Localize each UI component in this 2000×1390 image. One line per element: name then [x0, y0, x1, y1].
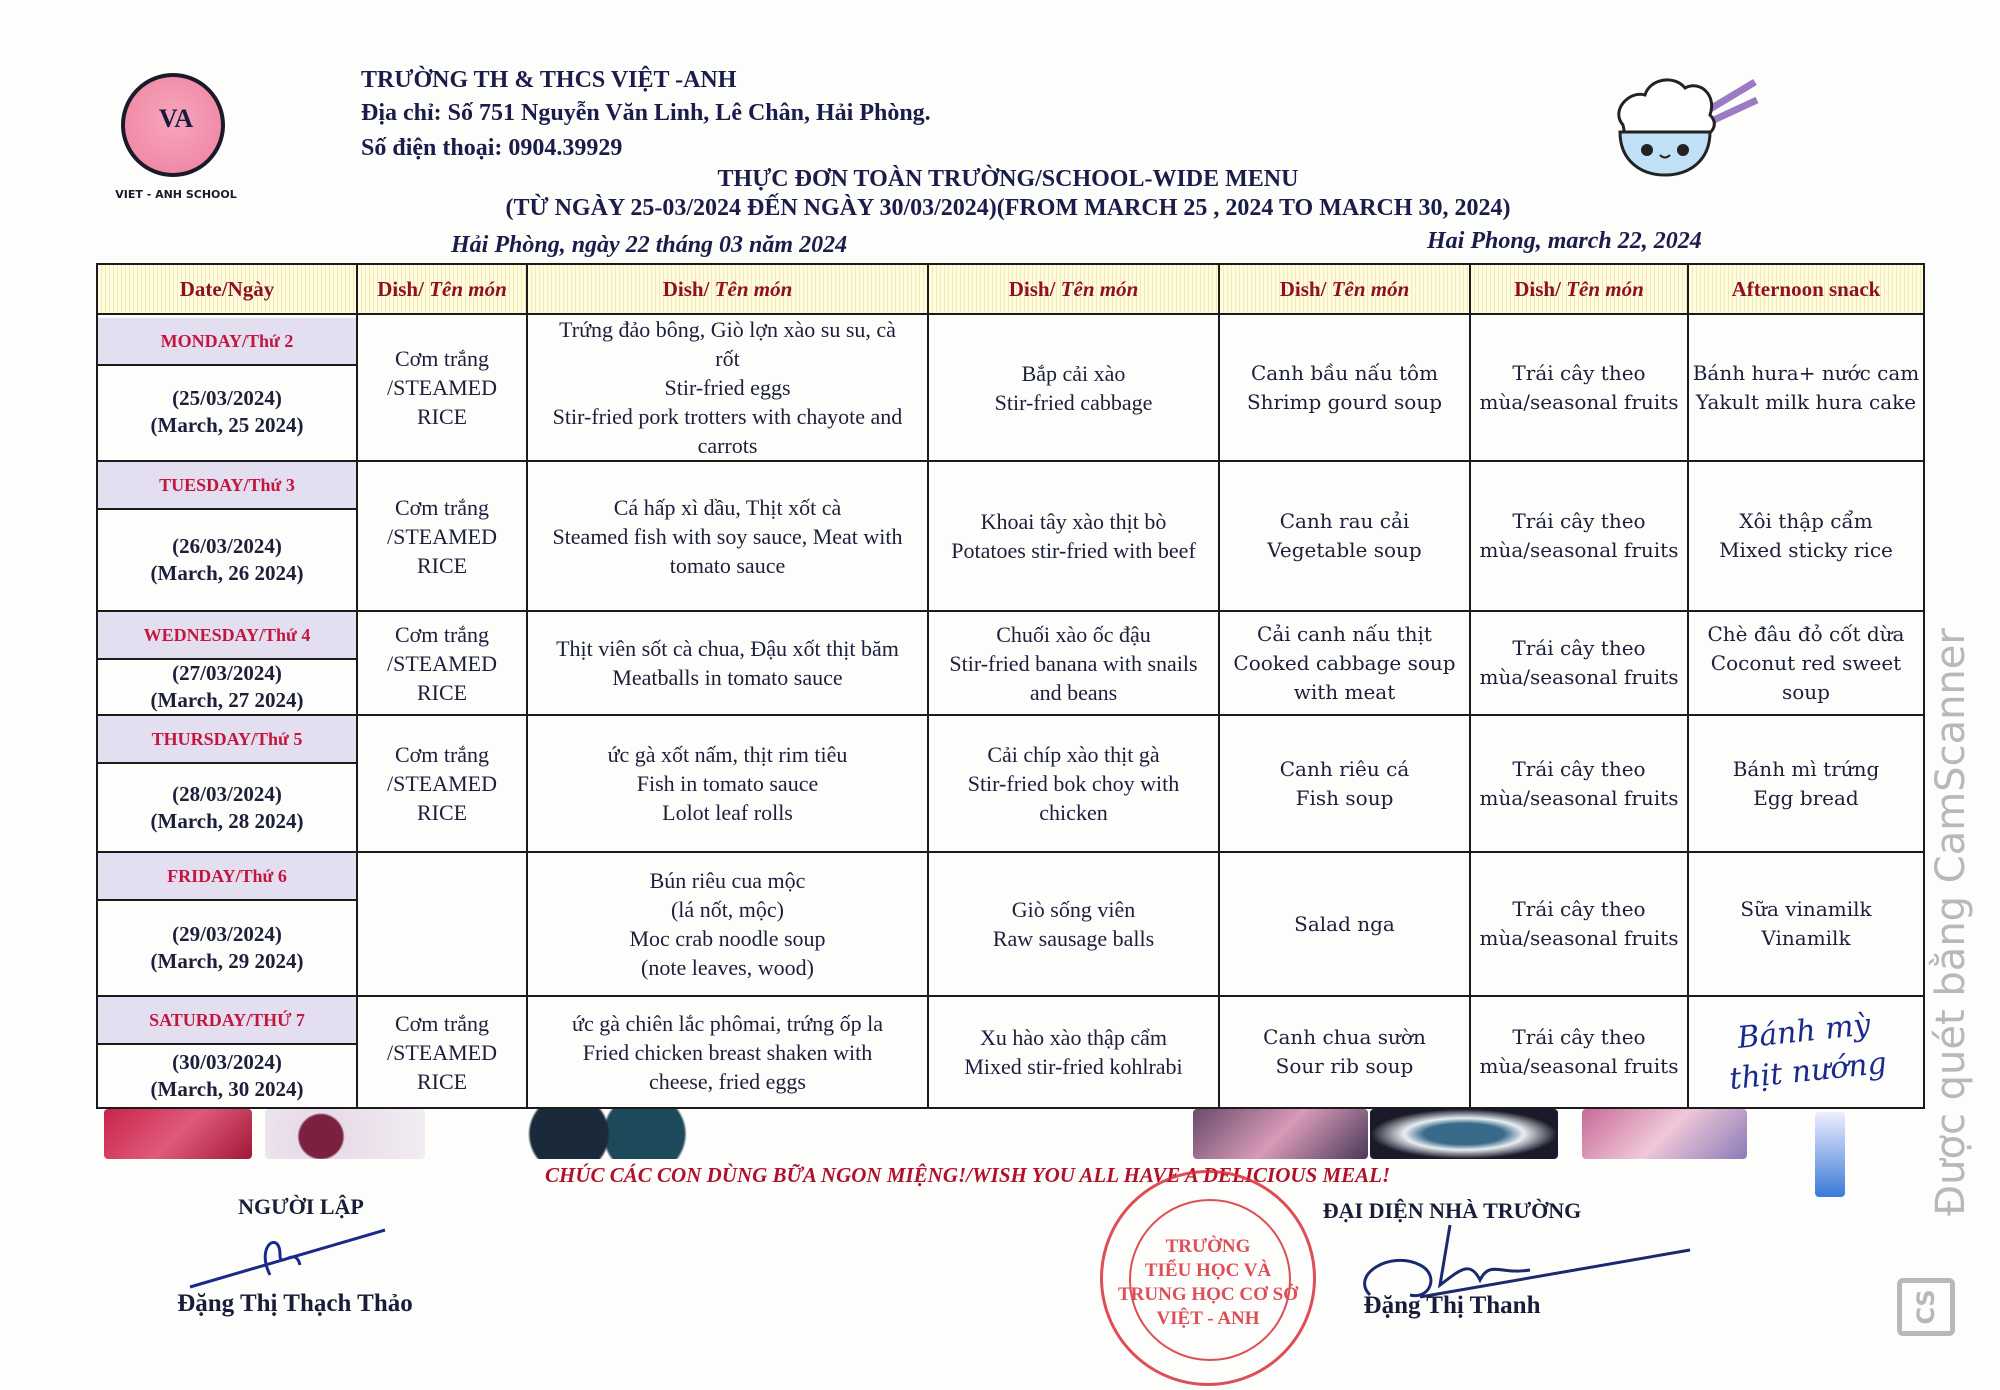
cell-text [1471, 755, 1687, 813]
table-row [97, 852, 1924, 996]
cell-line: mùa/seasonal fruits [1479, 538, 1679, 562]
cell-line: Fish in tomato sauce [636, 771, 819, 796]
cell-line: Shrimp gourd soup [1246, 389, 1443, 414]
cell-line: cheese, fried eggs [649, 1068, 806, 1094]
date-line: (March, 29 2024) [150, 949, 304, 973]
day-cell [97, 852, 357, 996]
header-vi: Tên món [714, 276, 793, 301]
cell-line: Trái cây theo [1512, 360, 1646, 385]
cell-line: Mixed sticky rice [1719, 538, 1893, 562]
cell-text [528, 634, 927, 692]
date-line: (27/03/2024) [172, 661, 282, 685]
menu-cell [928, 611, 1219, 715]
menu-cell [928, 852, 1219, 996]
header-en: Date/Ngày [179, 276, 275, 301]
cell-text [358, 740, 526, 827]
menu-cell [1688, 852, 1924, 996]
menu-cell [357, 314, 527, 461]
cell-text [929, 507, 1218, 565]
camscanner-badge: CS [1897, 1278, 1955, 1336]
cell-line: RICE [416, 552, 468, 578]
cell-text [528, 1009, 927, 1096]
cell-line: Fish soup [1295, 785, 1394, 810]
cell-line: Sữa vinamilk [1740, 897, 1872, 921]
school-name: TRƯỜNG TH & THCS VIỆT -ANH [361, 67, 737, 93]
column-header [97, 264, 357, 314]
menu-cell [1470, 852, 1688, 996]
cell-line: Bắp cải xào [1021, 360, 1126, 386]
menu-cell [928, 715, 1219, 852]
cell-line: /STEAMED [387, 771, 497, 796]
cell-line: Canh riêu cá [1279, 756, 1410, 781]
cell-text [1220, 1023, 1469, 1081]
cell-line: soup [1782, 679, 1830, 704]
cell-line: Thịt viên sốt cà chua, Đậu xốt thịt băm [556, 636, 899, 661]
cell-line: Sour rib soup [1275, 1054, 1414, 1078]
cell-text [528, 315, 927, 460]
logo-caption: VIET - ANH SCHOOL [115, 188, 237, 201]
watermelon-photo [515, 1109, 695, 1159]
slogan: CHÚC CÁC CON DÙNG BỮA NGON MIỆNG!/WISH YOU ALL HAVE A DELICIOUS MEAL! [545, 1163, 1391, 1187]
menu-cell [928, 461, 1219, 611]
cell-line: Potatoes stir-fried with beef [951, 538, 1196, 563]
cell-text [1220, 359, 1469, 417]
school-phone: Số điện thoại: 0904.39929 [361, 135, 623, 161]
cell-line: Meatballs in tomato sauce [612, 665, 843, 690]
cell-text [528, 493, 927, 580]
cell-line: mùa/seasonal fruits [1479, 1054, 1679, 1078]
cell-line: Canh bầu nấu tôm [1250, 360, 1439, 385]
date-line: (March, 25 2024) [150, 412, 304, 437]
header-vi: Tên món [1060, 276, 1139, 301]
menu-cell [1470, 715, 1688, 852]
cell-line: RICE [416, 1068, 468, 1094]
cell-line: Bánh mỳ [1735, 1007, 1873, 1056]
cell-line: Khoai tây xào thịt bò [980, 509, 1167, 534]
table-header-row [97, 264, 1924, 314]
cell-line: Cơm trắng [394, 346, 490, 371]
principal-title: ĐẠI DIỆN NHÀ TRƯỜNG [1322, 1198, 1582, 1223]
cell-line: Stir-fried banana with snails [949, 650, 1198, 676]
menu-cell [357, 461, 527, 611]
stamp-line: VIỆT - ANH [1156, 1308, 1260, 1329]
menu-cell [1470, 996, 1688, 1108]
day-date [98, 660, 356, 714]
menu-cell [1219, 996, 1470, 1108]
menu-cell [1688, 314, 1924, 461]
cell-text [1689, 507, 1923, 565]
preparer-signature [185, 1225, 405, 1295]
cell-line: Moc crab noodle soup [629, 926, 826, 951]
cell-text [929, 359, 1218, 417]
cell-line: thịt nướng [1727, 1045, 1889, 1098]
cell-line: Fried chicken breast shaken with [582, 1039, 873, 1065]
day-cell [97, 611, 357, 715]
menu-cell [527, 461, 928, 611]
cell-line: chicken [1039, 800, 1108, 825]
menu-cell [1470, 314, 1688, 461]
menu-table [96, 263, 1925, 1109]
cell-line: mùa/seasonal fruits [1479, 665, 1679, 689]
principal-name: Đặng Thị Thanh [1363, 1292, 1541, 1319]
cell-line: Vegetable soup [1267, 538, 1422, 562]
table-row [97, 715, 1924, 852]
date-vi: Hải Phòng, ngày 22 tháng 03 năm 2024 [451, 232, 848, 258]
day-cell [97, 996, 357, 1108]
cell-line: /STEAMED [387, 523, 497, 549]
cell-line: RICE [416, 679, 468, 705]
column-header [357, 264, 527, 314]
cell-text [1220, 620, 1469, 707]
handwritten-note [1685, 1000, 1926, 1104]
cell-text [1689, 755, 1923, 813]
cell-text [358, 1009, 526, 1096]
date-line: (29/03/2024) [172, 922, 282, 946]
cell-text [1220, 910, 1469, 939]
cell-line: Lolot leaf rolls [662, 800, 793, 825]
table-row [97, 996, 1924, 1108]
cell-line: ức gà xốt nấm, thịt rim tiêu [607, 742, 848, 767]
cell-line: ức gà chiên lắc phômai, trứng ốp la [572, 1010, 883, 1036]
menu-cell [1219, 715, 1470, 852]
day-date [98, 1045, 356, 1107]
header-vi: Tên món [1331, 276, 1410, 301]
menu-cell [527, 611, 928, 715]
cell-text [358, 344, 526, 431]
cell-line: Canh chua sườn [1263, 1025, 1426, 1049]
menu-cell [1688, 461, 1924, 611]
cell-text [1471, 1023, 1687, 1081]
cell-line: Chè đâu đỏ cốt dừa [1707, 621, 1905, 646]
day-cell [97, 461, 357, 611]
preparer-name: Đặng Thị Thạch Thảo [177, 1290, 413, 1317]
cell-line: Xu hào xào thập cẩm [980, 1025, 1167, 1050]
cell-line: with meat [1293, 679, 1396, 704]
cell-line: Canh rau cải [1279, 509, 1410, 533]
cell-text [358, 620, 526, 707]
cell-line: Trái cây theo [1512, 509, 1646, 533]
cell-line: Mixed stir-fried kohlrabi [964, 1054, 1183, 1079]
menu-cell [1219, 852, 1470, 996]
menu-cell [1470, 461, 1688, 611]
cell-line: (note leaves, wood) [641, 955, 814, 980]
cell-line: RICE [416, 404, 468, 429]
header-vi: Tên món [429, 276, 507, 301]
cell-line: mùa/seasonal fruits [1479, 389, 1679, 414]
cell-line: Cải canh nấu thịt [1257, 621, 1432, 646]
day-label: TUESDAY/Thứ 3 [98, 462, 356, 510]
menu-cell [527, 715, 928, 852]
date-line: (25/03/2024) [172, 385, 282, 410]
cell-line: mùa/seasonal fruits [1479, 785, 1679, 810]
cell-line: Stir-fried cabbage [994, 389, 1153, 415]
cell-line: (lá nốt, mộc) [670, 897, 785, 922]
cell-line: Raw sausage balls [992, 926, 1155, 951]
cell-line: Bánh mì trứng [1732, 756, 1880, 781]
menu-cell [1688, 611, 1924, 715]
menu-cell [527, 852, 928, 996]
cell-line: Cơm trắng [394, 742, 490, 767]
menu-cell [1688, 715, 1924, 852]
date-line: (26/03/2024) [172, 534, 282, 558]
cell-line: /STEAMED [387, 650, 497, 676]
cell-text [1471, 359, 1687, 417]
cell-line: Steamed fish with soy sauce, Meat with [552, 523, 903, 549]
day-label: MONDAY/Thứ 2 [98, 318, 356, 366]
header-en: Dish/ [662, 276, 715, 301]
cell-line: Salad nga [1294, 911, 1395, 936]
cell-line: Stir-fried pork trotters with chayote and [552, 404, 903, 429]
day-date [98, 366, 356, 457]
column-header [1219, 264, 1470, 314]
cell-line: Trái cây theo [1512, 756, 1646, 781]
cell-line: mùa/seasonal fruits [1479, 926, 1679, 950]
cell-text [1689, 359, 1923, 417]
stamp-line: TIỂU HỌC VÀ [1144, 1260, 1272, 1281]
header-en: Afternoon snack [1731, 276, 1881, 301]
cell-line: RICE [416, 800, 468, 825]
column-header [1470, 264, 1688, 314]
header-en: Dish/ [1279, 276, 1332, 301]
menu-cell [1219, 461, 1470, 611]
cell-text [1689, 620, 1923, 707]
cell-line: Cơm trắng [394, 621, 490, 647]
stamp-line: TRUNG HỌC CƠ SỞ [1118, 1284, 1298, 1305]
day-label: FRIDAY/Thứ 6 [98, 853, 356, 901]
cell-line: Egg bread [1753, 785, 1859, 810]
day-label: SATURDAY/THỨ 7 [98, 997, 356, 1045]
menu-cell [1470, 611, 1688, 715]
day-cell [97, 314, 357, 461]
header-vi: Tên món [1566, 276, 1644, 301]
date-line: (28/03/2024) [172, 781, 282, 806]
column-header [1688, 264, 1924, 314]
cell-text [528, 740, 927, 827]
food-photo [265, 1109, 425, 1159]
cell-line: Cơm trắng [394, 1010, 490, 1036]
cell-text [528, 866, 927, 982]
camscanner-watermark: Được quét bằng CamScanner [1928, 628, 1974, 1216]
preparer-title: NGƯỜI LẬP [238, 1194, 364, 1219]
menu-cell [357, 852, 527, 996]
table-row [97, 611, 1924, 715]
cell-line: Trái cây theo [1512, 897, 1646, 921]
food-photo [1193, 1109, 1368, 1159]
menu-cell [928, 996, 1219, 1108]
header-en: Dish/ [1514, 276, 1567, 301]
food-photo [104, 1109, 252, 1159]
cell-line: Vinamilk [1761, 926, 1851, 950]
logo-lettering: VA [158, 104, 194, 133]
header-en: Dish/ [377, 276, 430, 301]
cell-text [358, 493, 526, 580]
cell-line: carrots [697, 433, 758, 458]
cell-text [1471, 634, 1687, 692]
cell-line: rốt [715, 346, 740, 371]
menu-cell [928, 314, 1219, 461]
cell-text [929, 620, 1218, 707]
cell-line: /STEAMED [387, 1039, 497, 1065]
header-en: Dish/ [1008, 276, 1061, 301]
menu-cell [357, 996, 527, 1108]
cell-line: Yakult milk hura cake [1695, 389, 1917, 414]
cell-text [929, 1023, 1218, 1081]
date-line: (March, 27 2024) [150, 688, 304, 712]
soup-photo [1370, 1109, 1558, 1159]
date-line: (March, 30 2024) [150, 1077, 304, 1101]
cell-text [929, 895, 1218, 953]
menu-title: THỰC ĐƠN TOÀN TRƯỜNG/SCHOOL-WIDE MENU [717, 166, 1299, 192]
school-address: Địa chỉ: Số 751 Nguyễn Văn Linh, Lê Chân, Hải Phòng. [361, 100, 931, 126]
cell-text [1471, 895, 1687, 953]
cell-line: Trái cây theo [1512, 1025, 1646, 1049]
cell-line: Cá hấp xì dầu, Thịt xốt cà [613, 494, 842, 520]
cell-line: Trứng đảo bông, Giò lợn xào su su, cà [559, 317, 896, 342]
cell-line: Cơm trắng [394, 494, 490, 520]
table-row [97, 314, 1924, 461]
date-line: (March, 26 2024) [150, 561, 304, 585]
day-label: THURSDAY/Thứ 5 [98, 716, 356, 764]
column-header [527, 264, 928, 314]
cell-line: Xôi thập cẩm [1739, 509, 1873, 533]
cell-line: Cải chíp xào thịt gà [987, 742, 1160, 767]
cell-line: Giò sống viên [1011, 897, 1136, 922]
cell-line: Cooked cabbage soup [1233, 650, 1456, 675]
cell-line: Bánh hura+ nước cam [1692, 360, 1920, 385]
cell-line: tomato sauce [669, 552, 786, 578]
cell-line: and beans [1029, 679, 1118, 705]
stamp-line: TRƯỜNG [1165, 1236, 1251, 1257]
column-header [928, 264, 1219, 314]
menu-cell [1219, 611, 1470, 715]
date-en: Hai Phong, march 22, 2024 [1427, 228, 1702, 254]
day-date [98, 764, 356, 851]
date-line: (March, 28 2024) [150, 808, 304, 833]
cell-text [1220, 507, 1469, 565]
milk-carton-photo [1815, 1112, 1845, 1197]
cell-line: Trái cây theo [1512, 636, 1646, 660]
menu-cell [357, 715, 527, 852]
cell-line: Bún riêu cua mộc [649, 868, 806, 893]
day-date [98, 510, 356, 610]
menu-cell [527, 314, 928, 461]
cell-line: Coconut red sweet [1710, 650, 1902, 675]
cell-line: Stir-fried bok choy with [967, 771, 1180, 796]
cell-text [1689, 895, 1923, 953]
cell-text [1220, 755, 1469, 813]
day-cell [97, 715, 357, 852]
cell-line: /STEAMED [387, 375, 497, 400]
menu-date-range: (TỪ NGÀY 25-03/2024 ĐẾN NGÀY 30/03/2024)(FROM MARCH 25 , 2024 TO MARCH 30, 2024) [505, 195, 1511, 221]
menu-cell [1688, 996, 1924, 1108]
cell-line: Stir-fried eggs [664, 375, 791, 400]
cell-line: Chuối xào ốc đậu [996, 621, 1151, 647]
food-photo [1582, 1109, 1747, 1159]
date-line: (30/03/2024) [172, 1050, 282, 1074]
menu-cell [527, 996, 928, 1108]
menu-cell [357, 611, 527, 715]
cell-text [1471, 507, 1687, 565]
menu-cell [1219, 314, 1470, 461]
day-date [98, 901, 356, 995]
cell-text [929, 740, 1218, 827]
table-row [97, 461, 1924, 611]
day-label: WEDNESDAY/Thứ 4 [98, 612, 356, 660]
